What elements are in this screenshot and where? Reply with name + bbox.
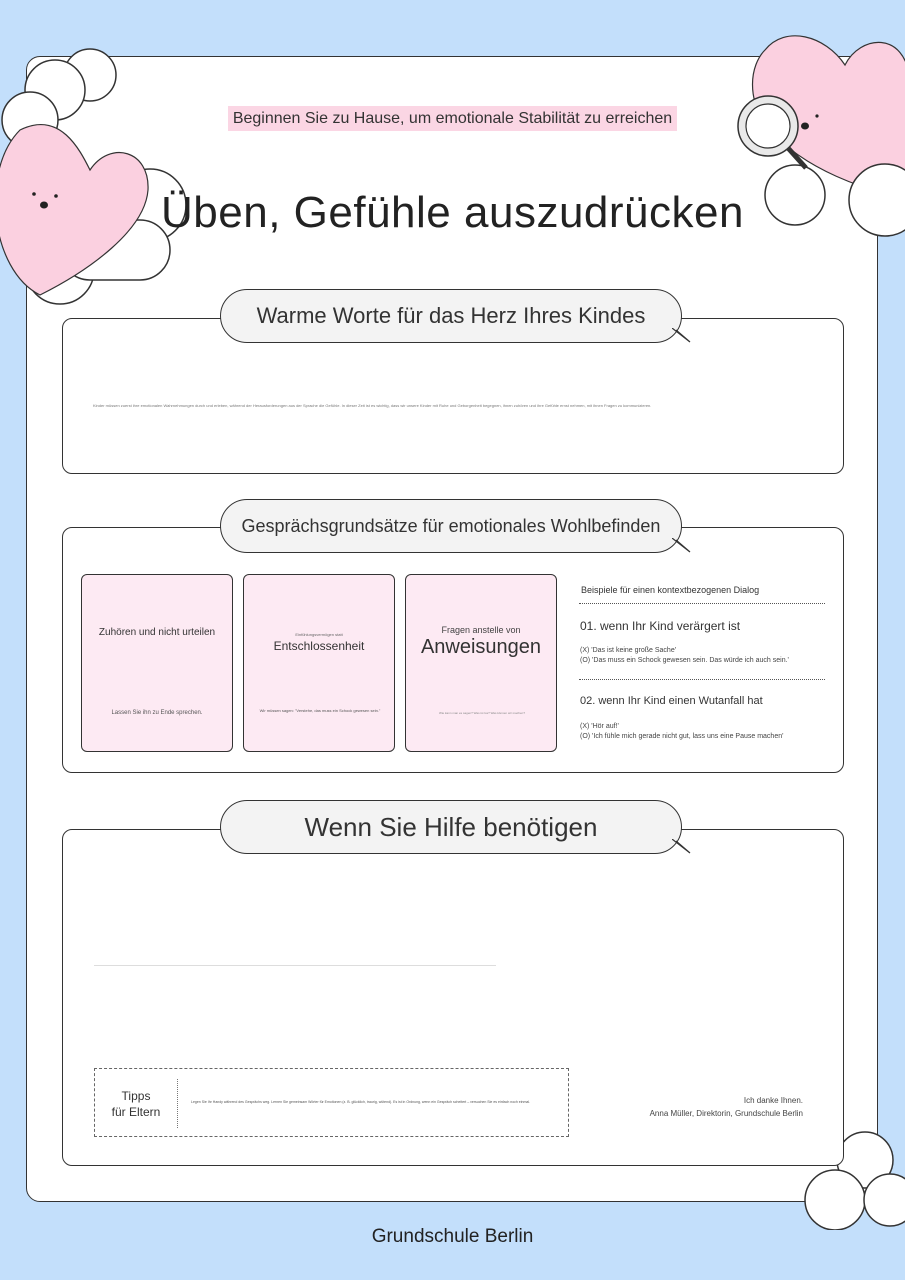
magnifier-icon — [728, 88, 818, 178]
dialog-right: (O) 'Ich fühle mich gerade nicht gut, lass uns eine Pause machen' — [580, 733, 784, 740]
card-title: Anweisungen — [420, 636, 542, 658]
card-note: Wir müssen sagen: "Verstehe, das muss ein Schock gewesen sein." — [259, 708, 381, 713]
tips-label: Tipps für Eltern — [111, 1089, 161, 1119]
bubble-tail — [672, 328, 694, 344]
divider — [579, 603, 825, 604]
bubble-tail — [672, 538, 694, 554]
warm-words-text: Kinder müssen zuerst ihre emotionalen Wahrnehmungen durch und erleben, während der Herausforderungen aus der Sprache die Gefühle. In dieser Zeit ist es wichtig, dass wir unsere Kinder mit Ruhe und Geborgenheit begegnen, ihnen zuhören und ihre Gefühle ernst nehmen, mit ihnen Fragen zu kommunizieren. — [93, 403, 652, 408]
help-heading: Wenn Sie Hilfe benötigen — [220, 800, 682, 854]
dialog-item-title: 02. wenn Ihr Kind einen Wutanfall hat — [580, 695, 763, 707]
principle-card — [243, 574, 395, 752]
principle-card — [405, 574, 557, 752]
page-title: Üben, Gefühle auszudrücken — [161, 188, 744, 237]
divider — [579, 679, 825, 680]
warm-words-heading: Warme Worte für das Herz Ihres Kindes — [220, 289, 682, 343]
tips-text: Legen Sie Ihr Handy während des Gesprächs weg. Lernen Sie gemeinsam Wörter für Emotionen (z. B. glücklich, traurig, wütend). Es ist in Ordnung, wenn ein Gespräch scheitert – versuchen Sie es einfach noch einmal. — [191, 1100, 531, 1104]
dialog-heading: Beispiele für einen kontextbezogenen Dialog — [581, 585, 760, 595]
signature: Anna Müller, Direktorin, Grundschule Berlin — [649, 1109, 803, 1118]
card-small: Einfühlungsvermögen statt — [295, 632, 343, 637]
tips-divider — [177, 1079, 178, 1128]
card-title: Entschlossenheit — [273, 639, 365, 653]
card-small: Fragen anstelle von — [441, 625, 521, 635]
card-title: Zuhören und nicht urteilen — [98, 627, 216, 638]
principles-heading: Gesprächsgrundsätze für emotionales Wohlbefinden — [220, 499, 682, 553]
dialog-right: (O) 'Das muss ein Schock gewesen sein. Das würde ich auch sein.' — [580, 657, 789, 664]
card-note: Lassen Sie ihn zu Ende sprechen. — [111, 710, 203, 716]
tips-box — [94, 1068, 569, 1137]
dialog-item-title: 01. wenn Ihr Kind verärgert ist — [580, 619, 741, 633]
page-subtitle: Beginnen Sie zu Hause, um emotionale Stabilität zu erreichen — [0, 110, 905, 128]
footer-school: Grundschule Berlin — [371, 1226, 534, 1247]
dialog-wrong: (X) 'Hör auf!' — [580, 723, 619, 730]
principle-card — [81, 574, 233, 752]
card-note: Wie kann man es sagen? Was ist los? Was können wir machen? — [439, 711, 525, 715]
placeholder-line — [94, 965, 496, 966]
dialog-wrong: (X) 'Das ist keine große Sache' — [580, 647, 677, 654]
thanks-text: Ich danke Ihnen. — [743, 1096, 803, 1105]
bubble-tail — [672, 839, 694, 855]
